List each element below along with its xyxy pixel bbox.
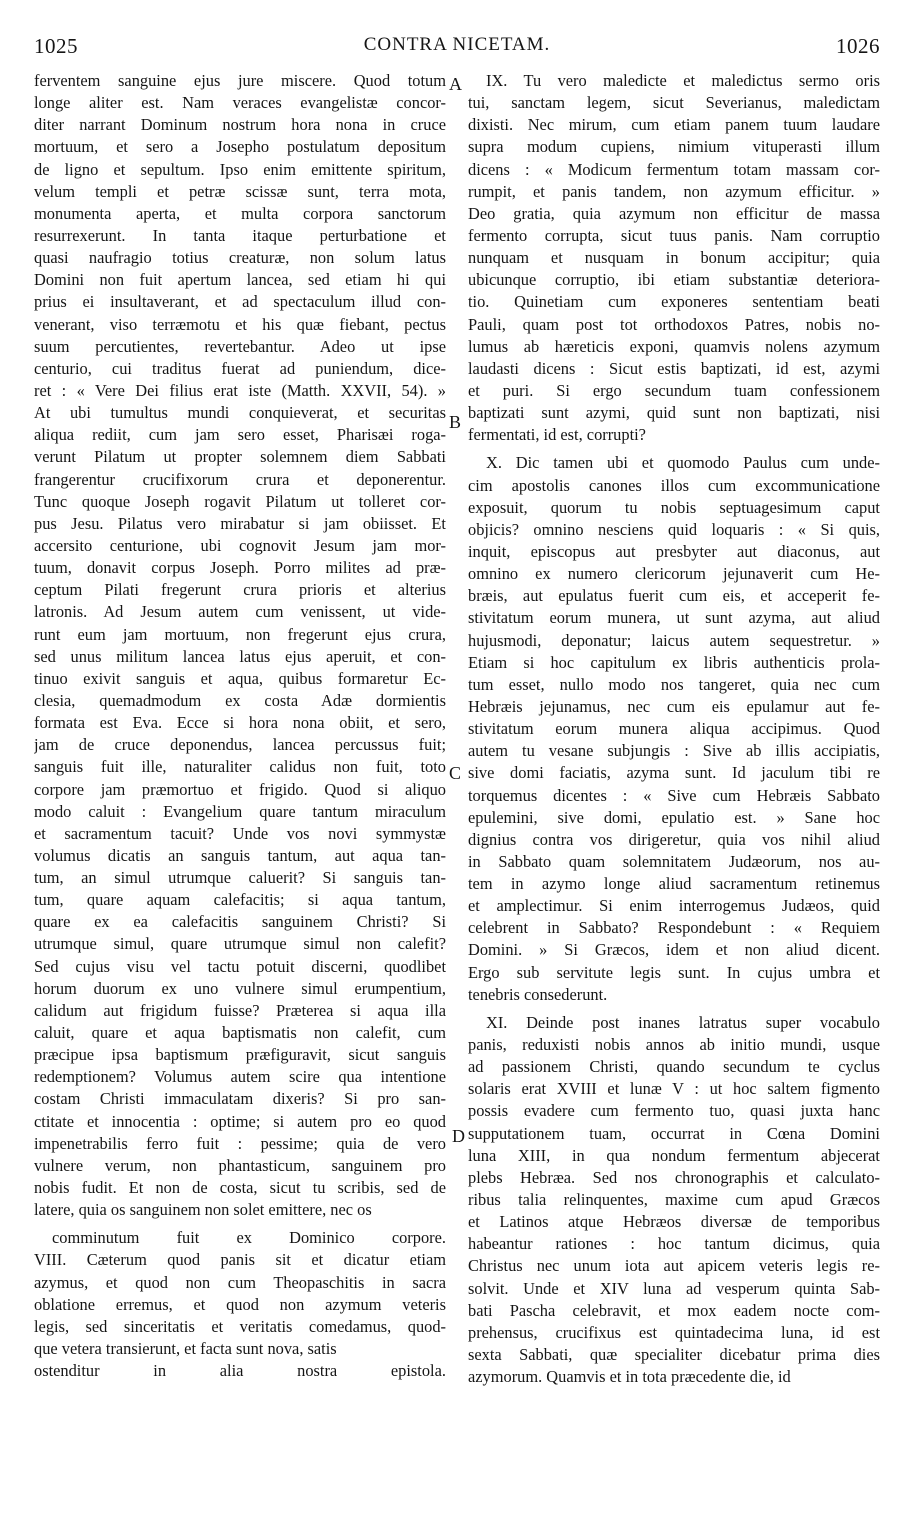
text-line: comminutum fuit ex Dominico corpore. [52,1228,446,1248]
text-line: costam Christi immaculatam dixeris? Si pro san- [34,1089,446,1109]
text-line: centurio, cui traditus fuerat ad puniendum, dice- [34,358,446,378]
text-line: clesia, quemadmodum ex costa Adæ dormientis [34,690,446,710]
text-line: monumenta aperta, et multa corpora sanctorum [34,203,446,223]
text-line: laudasti dicens : Sicut estis baptizati, id est, azymi [468,358,880,378]
text-line: vulnere verum, non phantasticum, sanguinem pro [34,1155,446,1175]
text-line: prehensus, crucifixus est quintadecima luna, id est [468,1322,880,1342]
text-line: oblatione erremus, et quod non azymum veteris [34,1294,446,1314]
text-line: redemptionem? Volumus autem scire qua intentione [34,1067,446,1087]
text-line: plebs Hebræa. Sed nos chronographis et calculato- [468,1167,880,1187]
text-line: At ubi tumultus mundi conquieverat, et securitas [34,403,446,423]
text-line: IX. Tu vero maledicte et maledictus sermo oris [486,71,880,90]
text-line: quasi naufragio totius creaturæ, non solum latus [34,248,446,268]
text-line: tem in azymo longe aliud sacramentum retinemus [468,874,880,894]
text-line: tio. Quinetiam cum exponeres sententiam beati [468,292,880,312]
page-number-right: 1026 [836,34,880,58]
running-title: CONTRA NICETAM. [363,34,551,55]
text-line: horum duorum ex uno vulnere simul erumpentium, [34,978,446,998]
text-line: utrumque simul, quare utrumque simul non calefit? [34,934,446,954]
text-line: Hebræis jejunamus, nec cum eis epulamur aut fe- [468,696,880,716]
text-line: Etiam si hoc capitulum ex libris authenticis prola- [468,652,880,672]
margin-letter-b: B [449,412,462,432]
margin-letter-c: C [449,763,462,783]
text-line: Deo gratia, quia azymum non efficitur de massa [468,203,880,223]
left-text-column [34,70,446,1382]
text-line: latere, quia os sanguinem non solet emittere, nec os [34,1200,372,1220]
text-line: pus Jesu. Pilatus vero mirabatur si jam obiisset. Et [34,513,446,533]
text-line: ceptum Pilati fregerunt crura prioris et alterius [34,580,446,600]
text-line: panis, reduxisti nobis annos ab initio mundi, usque [468,1035,880,1055]
text-line: tuum, donavit corpus Joseph. Porro milites ad præ- [34,558,446,578]
text-line: et amplectimur. Si enim interrogemus Judæos, quid [468,896,880,916]
text-line: sive domi faciatis, azyma sunt. Id jaculum tibi re [468,763,880,783]
text-line: Ergo sub servitute legis sunt. In cujus umbra et [468,962,880,982]
text-line: mortuum, et sero a Josepho postulatum depositum [34,137,446,157]
text-line: bræis, aut epulatus fuerit cum eis, et acceperit fe- [468,586,880,606]
text-line: ret : « Vere Dei filius erat iste (Matth. XXVII, 54). » [34,380,446,400]
text-line: Sed cujus visu vel tactu potuit discerni, quodlibet [34,956,446,976]
text-line: dignius contra vos dirigeretur, quia vos nihil aliud [468,829,880,849]
text-line: de ligno et sepultum. Ipso enim emittente spiritum, [34,159,446,179]
text-line: accersito centurione, ubi cognovit Jesum jam mor- [34,535,446,555]
text-line: possis evadere cum fermento tuo, quasi juxta hanc [468,1101,880,1121]
text-line: Christus nec unum iota aut apicem veteris legis re- [468,1256,880,1276]
text-line: inquit, episcopus aut presbyter aut diaconus, aut [468,541,880,561]
text-line: volumus dicatis an sanguis tantum, aut aqua tan- [34,845,446,865]
text-line: dicens : « Modicum fermentum totam massam cor- [468,159,880,179]
text-line: rumpit, et panis tandem, non azymum efficitur. » [468,181,880,201]
text-line: X. Dic tamen ubi et quomodo Paulus cum unde- [486,453,880,473]
text-line: tum, an simul utrumque caluerit? Si sanguis tan- [34,868,446,888]
text-line: habeantur rationes : hoc tantum dicimus, quia [468,1234,880,1254]
text-line: VIII. Cæterum quod panis sit et dicatur etiam [34,1250,446,1270]
text-line: supra modum cupiens, nimium vituperasti illum [468,137,880,157]
text-line: jam de cruce deponendus, lancea percussus fuit; [34,735,446,755]
text-line: Domini. » Si Græcos, idem et non aliud dicent. [468,940,880,960]
text-line: frangerentur crucifixorum crura et deponerentur. [34,469,446,489]
text-line: torquemus dicentes : « Sive cum Hebræis Sabbato [468,785,880,805]
text-line: stivitatum eorum munera, ut sunt azyma, aut aliud [468,608,880,628]
text-line: diter narrant Dominum nostrum hora nona in cruce [34,115,446,135]
text-line: præcipue ipsa baptismum præfiguravit, sicut sanguis [34,1045,446,1065]
text-line: supputationem tuam, occurrat in Cœna Domini [468,1123,880,1143]
text-line: venerant, viso terræmotu et his quæ fiebant, pectus [34,314,446,334]
text-line: tenebris consederunt. [468,984,608,1004]
margin-letter-a: A [449,74,462,94]
text-line: ostenditur in alia nostra epistola. [34,1361,446,1381]
text-line: in Sabbato quam solemnitatem Judæorum, nos au- [468,851,880,871]
text-line: baptizati sunt azymi, quid sunt non baptizati, nisi [468,403,880,423]
text-line: azymorum. Quamvis et in tota præcedente die, id [468,1367,791,1387]
text-line: que vetera transierunt, et facta sunt nova, satis [34,1339,337,1359]
text-line: latronis. Ad Jesum autem cum venissent, ut vide- [34,602,446,622]
text-line: et puri. Si ergo secundum tuam confessionem [468,380,880,400]
text-line: stivitatum eorum munera aliqua accipimus. Quod [468,719,880,739]
text-line: aliqua rediit, cum jam sero esset, Pharisæi roga- [34,425,446,445]
text-line: et sacramentum tacuit? Unde vos novi symmystæ [34,823,446,843]
text-line: objicis? omnino nesciens quid loquaris : « Si quis, [468,519,880,539]
text-line: calidum aut frigidum fuisse? Præterea si aqua illa [34,1000,446,1020]
text-line: sexta Sabbati, quæ specialiter dicebatur prima dies [468,1345,880,1365]
text-line: tinuo exivit sanguis et aqua, quibus formaretur Ec- [34,668,446,688]
text-line: fermento corrupta, sicut tuus panis. Nam corruptio [468,225,880,245]
text-line: modo caluit : Evangelium quare tantum miraculum [34,801,446,821]
text-line: longe aliter est. Nam veraces evangelistæ concor- [34,93,446,113]
text-line: formata est Eva. Ecce si hora nona obiit, et sero, [34,713,446,733]
text-line: azymus, et quod non cum Theopaschitis in sacra [34,1272,446,1292]
text-line: luna XIII, in qua nondum fermentum abjecerat [468,1145,880,1165]
text-line: suum percutientes, revertebantur. Adeo ut ipse [34,336,446,356]
text-line: quare ex ea calefacitis sanguinem Christi? Si [34,912,446,932]
text-line: ribus talia relinquentes, maxime cum apud Græcos [468,1190,880,1210]
text-line: Tunc quoque Joseph rogavit Pilatum ut tolleret cor- [34,491,446,511]
margin-letter-d: D [452,1126,465,1146]
text-line: hujusmodi, deponatur; laicus autem sequestretur. » [468,630,880,650]
text-line: ferventem sanguine ejus jure miscere. Quod totum [34,71,446,90]
text-line: sanguis fuit ille, naturaliter calidus non fuit, toto [34,757,446,777]
text-line: ad passionem Christi, quando secundum te cyclus [468,1057,880,1077]
text-line: verunt Pilatum ut propter solemnem diem Sabbati [34,447,446,467]
text-line: velum templi et petræ scissæ sunt, terra mota, [34,181,446,201]
text-line: ubicunque corruptio, ibi etiam substantiæ deteriora- [468,270,880,290]
text-line: celebrent in Sabbato? Respondebunt : « Requiem [468,918,880,938]
page-number-left: 1025 [34,34,78,58]
text-line: corpore jam præmortuo et frigido. Quod si aliquo [34,779,446,799]
text-line: tui, sanctam legem, sicut Severianus, maledictam [468,93,880,113]
text-line: et Latinos atque Hebræos diversæ de temporibus [468,1212,880,1232]
text-line: tum, quare aquam calefacitis; si aqua tantum, [34,890,446,910]
text-line: epulemini, sive domi, epulatio est. » Sane hoc [468,807,880,827]
text-line: cim apostolis canones illos cum excommunicatione [468,475,880,495]
text-line: sed unus militum lancea latus ejus aperuit, et con- [34,646,446,666]
text-line: bati Pascha celebravit, et mox eadem nocte com- [468,1300,880,1320]
text-line: caluit, quare et aqua baptismatis non calefit, cum [34,1023,446,1043]
text-line: Pauli, quam post tot orthodoxos Patres, nobis no- [468,314,880,334]
page-header [30,34,884,60]
text-line: solaris erat XVIII et lunæ V : ut hoc saltem figmento [468,1079,880,1099]
text-line: resurrexerunt. In tanta itaque perturbatione et [34,225,446,245]
text-line: runt eum jam mortuum, non fregerunt ejus crura, [34,624,446,644]
text-line: XI. Deinde post inanes latratus super vocabulo [486,1012,880,1032]
text-line: lumus ab hæreticis exponi, quamvis nolens azymum [468,336,880,356]
text-line: tum esset, nullo modo nos tangeret, quia nec cum [468,674,880,694]
text-line: nunquam et nusquam in bonum accipitur; quia [468,248,880,268]
text-line: nobis fudit. Et non de costa, sicut tu scribis, sed de [34,1178,446,1198]
text-line: exposuit, quorum tu nobis septuagesimum caput [468,497,880,517]
text-line: fermentati, id est, corrupti? [468,425,646,445]
text-line: omnino ex numero clericorum jejunaverit cum He- [468,564,880,584]
right-text-column [468,70,880,1388]
text-line: solvit. Unde et XIV luna ad vesperum quinta Sab- [468,1278,880,1298]
text-line: legis, sed sinceritatis et veritatis comedamus, quod- [34,1316,446,1336]
text-line: impenetrabilis ferro fuit : pessime; quia de vero [34,1133,446,1153]
text-line: prius ei insultaverant, et ad spectaculum illud con- [34,292,446,312]
text-line: dixisti. Nec mirum, cum etiam panem tuum laudare [468,115,880,135]
text-line: Domini non fuit apertum lancea, sed etiam hi qui [34,270,446,290]
text-line: ctitate et innocentia : optime; si autem pro eo quod [34,1111,446,1131]
text-line: autem tu vesane subjungis : Sive ab illis accipiatis, [468,741,880,761]
